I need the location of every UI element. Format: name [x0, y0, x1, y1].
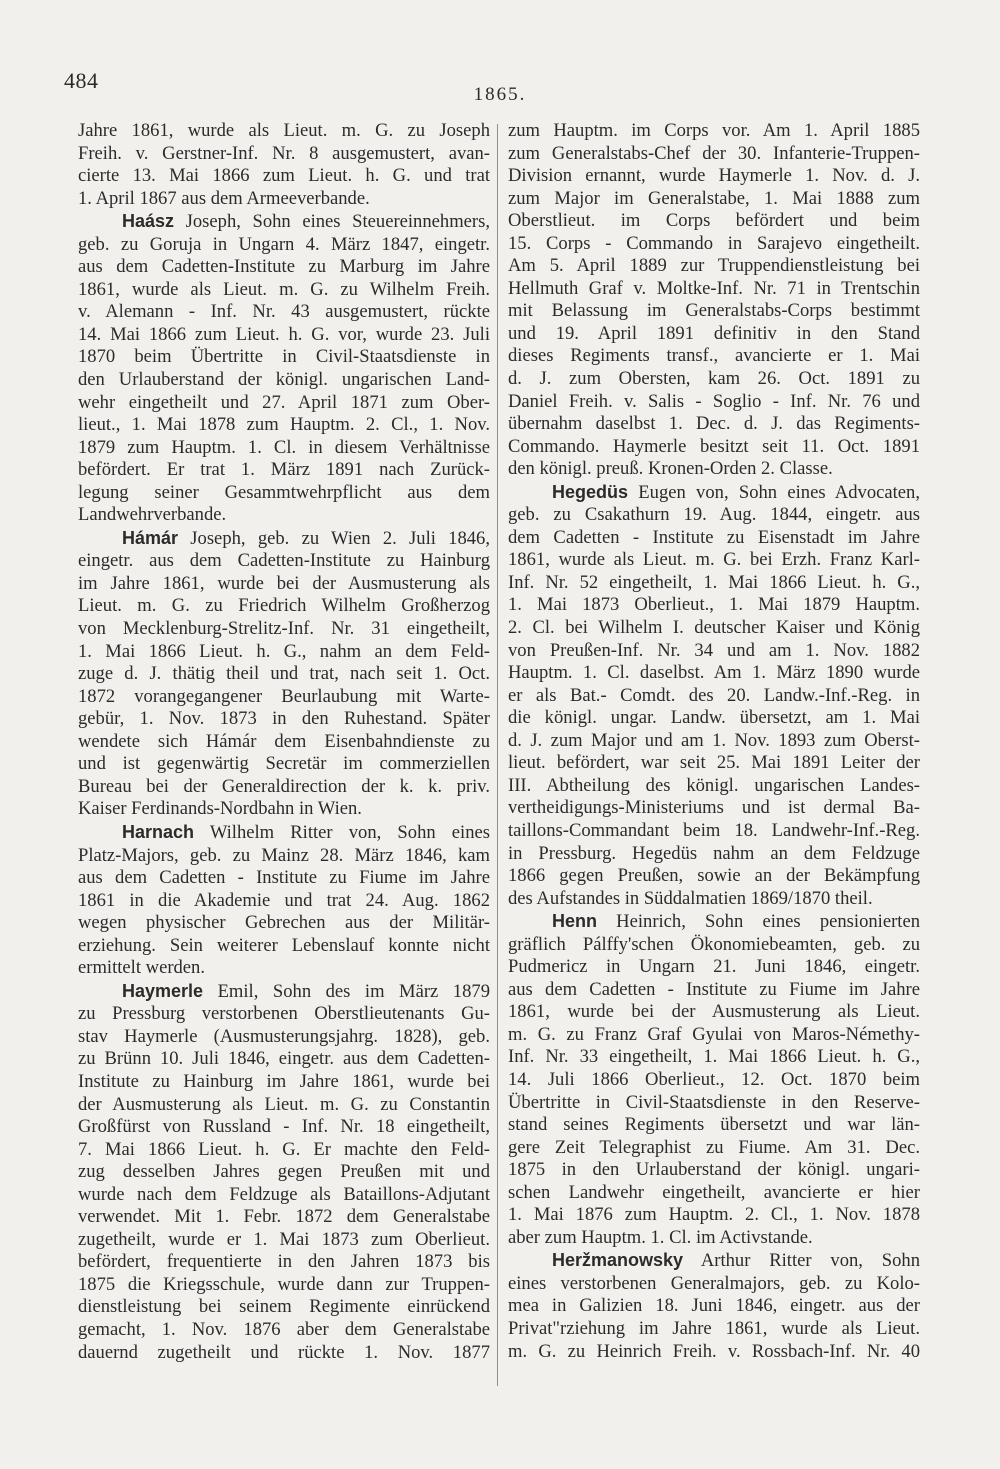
- text-line: [78, 1296, 490, 1319]
- line-text: Oberstlieut. im Corps befördert und beim: [508, 210, 920, 232]
- text-line: [78, 1342, 490, 1365]
- text-line: [78, 346, 490, 369]
- line-text: taillons-Commandant beim 18. Landwehr-Inf.-Reg.: [508, 819, 920, 841]
- line-text: Lieut. m. G. zu Friedrich Wilhelm Großherzog: [78, 595, 490, 617]
- line-text: aus dem Cadetten - Institute zu Fiume im Jahre: [508, 978, 920, 1000]
- text-line: [78, 143, 490, 166]
- line-text: Pudmericz in Ungarn 21. Juni 1846, eingetr.: [508, 956, 920, 978]
- line-text: zuge d. J. thätig theil und trat, nach seit 1. Oct.: [78, 663, 490, 685]
- text-line: [508, 1341, 920, 1364]
- text-line: [508, 572, 920, 595]
- line-text: zugetheilt, wurde er 1. Mai 1873 zum Oberlieut.: [78, 1228, 490, 1250]
- line-text: gemacht, 1. Nov. 1876 aber dem Generalstabe: [78, 1318, 490, 1340]
- text-line: [508, 888, 920, 911]
- text-line: [508, 752, 920, 775]
- text-line: [78, 324, 490, 347]
- entry-surname: Henn: [552, 911, 597, 932]
- text-line: [508, 1092, 920, 1115]
- line-text: Arthur Ritter von, Sohn: [683, 1250, 920, 1272]
- line-text: stav Haymerle (Ausmusterungsjahrg. 1828), geb.: [78, 1025, 490, 1047]
- text-line: [508, 527, 920, 550]
- line-text: Division ernannt, wurde Haymerle 1. Nov. d. J.: [508, 165, 920, 187]
- line-text: zug desselben Jahres gegen Preußen mit und: [78, 1161, 490, 1183]
- text-line: [508, 165, 920, 188]
- text-line: [508, 865, 920, 888]
- entry-surname: Harnach: [122, 821, 195, 842]
- line-text: Freih. v. Gerstner-Inf. Nr. 8 ausgemustert, avan-: [78, 142, 490, 164]
- line-text: 14. Mai 1866 zum Lieut. h. G. vor, wurde 23. Juli: [78, 323, 490, 345]
- text-line: [78, 1116, 490, 1139]
- text-line: [78, 504, 490, 527]
- text-line: [508, 594, 920, 617]
- line-text: geb. zu Goruja in Ungarn 4. März 1847, eingetr.: [78, 233, 490, 255]
- text-line: [78, 1071, 490, 1094]
- line-text: Hellmuth Graf v. Moltke-Inf. Nr. 71 in Trentschin: [508, 277, 920, 299]
- entry-first-line: [78, 527, 490, 551]
- text-line: [508, 210, 920, 233]
- line-text: III. Abtheilung des königl. ungarischen Landes-: [508, 774, 920, 796]
- text-line: [78, 663, 490, 686]
- line-text: 1. Mai 1873 Oberlieut., 1. Mai 1879 Hauptm.: [508, 594, 920, 616]
- line-text: 1. Mai 1876 zum Hauptm. 2. Cl., 1. Nov. 1878: [508, 1204, 920, 1226]
- text-line: [508, 278, 920, 301]
- text-line: [508, 1227, 920, 1250]
- text-line: [78, 618, 490, 641]
- line-text: Am 5. April 1889 zur Truppendienstleistung bei: [508, 255, 920, 277]
- text-line: [78, 1184, 490, 1207]
- line-text: erziehung. Sein weiterer Lebenslauf konnte nicht: [78, 934, 490, 956]
- text-line: [78, 369, 490, 392]
- text-line: [78, 279, 490, 302]
- line-text: 1861, wurde als Lieut. m. G. bei Erzh. Franz Karl-: [508, 549, 920, 571]
- entry-surname: Haász: [122, 211, 175, 232]
- line-text: von Preußen-Inf. Nr. 34 und am 1. Nov. 1882: [508, 639, 920, 661]
- text-line: [78, 890, 490, 913]
- line-text: 1872 vorangegangener Beurlaubung mit Warte-: [78, 685, 490, 707]
- text-line: [508, 255, 920, 278]
- line-text: m. G. zu Franz Graf Gyulai von Maros-Némethy-: [508, 1023, 920, 1045]
- line-text: die königl. ungar. Landw. übersetzt, am 1. Mai: [508, 707, 920, 729]
- line-text: von Mecklenburg-Strelitz-Inf. Nr. 31 eingetheilt,: [78, 618, 490, 640]
- right-column: [508, 120, 920, 1363]
- text-line: [78, 459, 490, 482]
- line-text: zum Hauptm. im Corps vor. Am 1. April 1885: [508, 120, 920, 141]
- text-line: [508, 1273, 920, 1296]
- line-text: gräflich Pálffy'schen Ökonomiebeamten, geb. zu: [508, 933, 920, 955]
- text-line: [508, 1046, 920, 1069]
- text-line: [508, 843, 920, 866]
- text-line: [78, 256, 490, 279]
- line-text: in Pressburg. Hegedüs nahm an dem Feldzuge: [508, 842, 920, 864]
- entry-surname: Hámár: [122, 527, 179, 548]
- line-text: 1861, wurde bei der Ausmusterung als Lieut.: [508, 1001, 920, 1023]
- text-line: [78, 1319, 490, 1342]
- line-text: 1875 die Kriegsschule, wurde dann zur Truppen-: [78, 1273, 490, 1295]
- text-line: [508, 685, 920, 708]
- running-head-year: 1865.: [473, 84, 527, 105]
- line-text: d. J. zum Obersten, kam 26. Oct. 1891 zu: [508, 368, 920, 390]
- line-text: dem Cadetten - Institute zu Eisenstadt im Jahre: [508, 526, 920, 548]
- text-line: [508, 368, 920, 391]
- line-text: wegen physischer Gebrechen aus der Militär-: [78, 912, 490, 934]
- text-line: [508, 1159, 920, 1182]
- line-text: Institute zu Hainburg im Jahre 1861, wurde bei: [78, 1070, 490, 1092]
- text-line: [78, 867, 490, 890]
- line-text: Bureau bei der Generaldirection der k. k. priv.: [78, 775, 490, 797]
- line-text: Eugen von, Sohn eines Advocaten,: [628, 481, 920, 503]
- line-text: Übertritte in Civil-Staatsdienste in den Reserve-: [508, 1091, 920, 1113]
- line-text: verwendet. Mit 1. Febr. 1872 dem Generalstabe: [78, 1206, 490, 1228]
- text-line: [508, 1318, 920, 1341]
- line-text: wehr eingetheilt und 27. April 1871 zum Ober-: [78, 391, 490, 413]
- text-line: [508, 1069, 920, 1092]
- line-text: Joseph, geb. zu Wien 2. Juli 1846,: [178, 527, 490, 549]
- line-text: Emil, Sohn des im März 1879: [203, 980, 490, 1002]
- line-text: übernahm daselbst 1. Dec. d. J. das Regiments-: [508, 413, 920, 435]
- line-text: lieut., 1. Mai 1878 zum Hauptm. 2. Cl., 1. Nov.: [78, 414, 490, 436]
- line-text: 2. Cl. bei Wilhelm I. deutscher Kaiser und König: [508, 617, 920, 639]
- line-text: 14. Juli 1866 Oberlieut., 12. Oct. 1870 beim: [508, 1068, 920, 1090]
- text-line: [508, 323, 920, 346]
- line-text: Jahre 1861, wurde als Lieut. m. G. zu Joseph: [78, 120, 490, 141]
- text-line: [78, 753, 490, 776]
- line-text: 1879 zum Hauptm. 1. Cl. in diesem Verhältnisse: [78, 436, 490, 458]
- text-line: [508, 1114, 920, 1137]
- text-line: [508, 640, 920, 663]
- line-text: Heinrich, Sohn eines pensionierten: [597, 911, 920, 933]
- text-line: [78, 776, 490, 799]
- entry-surname: Hegedüs: [552, 481, 629, 502]
- text-line: [508, 617, 920, 640]
- entry-first-line: [508, 910, 920, 934]
- text-line: [78, 120, 490, 143]
- text-line: [78, 301, 490, 324]
- line-text: Inf. Nr. 52 eingetheilt, 1. Mai 1866 Lieut. h. G.,: [508, 571, 920, 593]
- text-line: [78, 482, 490, 505]
- text-line: [508, 143, 920, 166]
- text-line: [508, 797, 920, 820]
- line-text: befördert. Er trat 1. März 1891 nach Zurück-: [78, 459, 490, 481]
- text-line: [508, 188, 920, 211]
- page-number: 484: [64, 68, 99, 93]
- text-line: [508, 1001, 920, 1024]
- text-line: [508, 300, 920, 323]
- text-line: [78, 935, 490, 958]
- line-text: dieses Regiments transf., avancierte er 1. Mai: [508, 345, 920, 367]
- line-text: Hauptm. 1. Cl. daselbst. Am 1. März 1890 wurde: [508, 662, 920, 684]
- text-line: [508, 1204, 920, 1227]
- text-line: [508, 120, 920, 143]
- text-line: [78, 414, 490, 437]
- text-line: [78, 1048, 490, 1071]
- line-text: aber zum Hauptm. 1. Cl. im Activstande.: [508, 1226, 813, 1248]
- line-text: des Aufstandes in Süddalmatien 1869/1870 theil.: [508, 887, 873, 909]
- text-line: [78, 957, 490, 980]
- line-text: d. J. zum Major und am 1. Nov. 1893 zum Oberst-: [508, 729, 920, 751]
- line-text: gebür, 1. Nov. 1873 in den Ruhestand. Später: [78, 708, 490, 730]
- line-text: legung seiner Gesammtwehrpflicht aus dem: [78, 481, 490, 503]
- text-line: [78, 912, 490, 935]
- text-line: [78, 798, 490, 821]
- text-line: [508, 1295, 920, 1318]
- text-line: [508, 956, 920, 979]
- text-line: [508, 979, 920, 1002]
- text-line: [78, 708, 490, 731]
- text-line: [508, 934, 920, 957]
- text-line: [78, 1139, 490, 1162]
- line-text: dienstleistung bei seinem Regimente einrückend: [78, 1296, 490, 1318]
- line-text: Landwehrverbande.: [78, 504, 227, 526]
- text-line: [508, 707, 920, 730]
- entry-surname: Haymerle: [122, 980, 204, 1001]
- line-text: er als Bat.- Comdt. des 20. Landw.-Inf.-Reg. in: [508, 684, 920, 706]
- line-text: gere Zeit Telegraphist zu Fiume. Am 31. Dec.: [508, 1136, 920, 1158]
- text-line: [78, 1094, 490, 1117]
- text-line: [508, 391, 920, 414]
- text-line: [78, 165, 490, 188]
- line-text: 7. Mai 1866 Lieut. h. G. Er machte den Feld-: [78, 1138, 490, 1160]
- text-line: [78, 686, 490, 709]
- text-line: [508, 662, 920, 685]
- text-line: [508, 1024, 920, 1047]
- line-text: aus dem Cadetten - Institute zu Fiume im Jahre: [78, 867, 490, 889]
- text-line: [508, 458, 920, 481]
- line-text: Inf. Nr. 33 eingetheilt, 1. Mai 1866 Lieut. h. G.,: [508, 1046, 920, 1068]
- line-text: den Urlauberstand der königl. ungarischen Land-: [78, 369, 490, 391]
- text-line: [508, 775, 920, 798]
- line-text: v. Alemann - Inf. Nr. 43 ausgemustert, rückte: [78, 301, 490, 323]
- text-line: [78, 1229, 490, 1252]
- line-text: mit Belassung im Generalstabs-Corps bestimmt: [508, 300, 920, 322]
- line-text: Joseph, Sohn eines Steuereinnehmers,: [174, 211, 490, 233]
- line-text: Kaiser Ferdinands-Nordbahn in Wien.: [78, 798, 362, 820]
- entry-surname: Heržmanowsky: [552, 1250, 684, 1271]
- line-text: 1861, wurde als Lieut. m. G. zu Wilhelm Freih.: [78, 278, 490, 300]
- line-text: der Ausmusterung als Lieut. m. G. zu Constantin: [78, 1093, 490, 1115]
- text-line: [78, 1251, 490, 1274]
- text-line: [508, 549, 920, 572]
- entry-first-line: [78, 210, 490, 234]
- line-text: Platz-Majors, geb. zu Mainz 28. März 1846, kam: [78, 844, 490, 866]
- text-line: [508, 413, 920, 436]
- line-text: stand seines Regiments übersetzt und war län-: [508, 1114, 920, 1136]
- line-text: eingetr. aus dem Cadetten-Institute zu Hainburg: [78, 550, 490, 572]
- text-line: [78, 437, 490, 460]
- text-line: [78, 1003, 490, 1026]
- line-text: den königl. preuß. Kronen-Orden 2. Classe.: [508, 458, 833, 480]
- line-text: wurde nach dem Feldzuge als Bataillons-Adjutant: [78, 1183, 490, 1205]
- text-line: [78, 392, 490, 415]
- text-line: [78, 550, 490, 573]
- text-line: [78, 573, 490, 596]
- column-divider: [497, 124, 498, 1386]
- entry-first-line: [78, 821, 490, 845]
- text-line: [78, 188, 490, 211]
- text-line: [78, 1274, 490, 1297]
- line-text: Commando. Haymerle besitzt seit 11. Oct. 1891: [508, 435, 920, 457]
- line-text: Daniel Freih. v. Salis - Soglio - Inf. Nr. 76 und: [508, 390, 920, 412]
- line-text: 1. April 1867 aus dem Armeeverbande.: [78, 187, 370, 209]
- text-line: [78, 845, 490, 868]
- text-line: [78, 595, 490, 618]
- text-line: [508, 436, 920, 459]
- text-line: [508, 820, 920, 843]
- line-text: zu Brünn 10. Juli 1846, eingetr. aus dem Cadetten-: [78, 1048, 490, 1070]
- line-text: lieut. befördert, war seit 25. Mai 1891 Leiter der: [508, 752, 920, 774]
- line-text: zum Generalstabs-Chef der 30. Infanterie-Truppen-: [508, 142, 920, 164]
- text-line: [78, 234, 490, 257]
- entry-first-line: [78, 980, 490, 1004]
- line-text: cierte 13. Mai 1866 zum Lieut. h. G. und trat: [78, 165, 490, 187]
- text-line: [508, 1137, 920, 1160]
- text-line: [508, 504, 920, 527]
- text-line: [78, 1161, 490, 1184]
- line-text: 15. Corps - Commando in Sarajevo eingetheilt.: [508, 232, 920, 254]
- line-text: zum Major im Generalstabe, 1. Mai 1888 zum: [508, 187, 920, 209]
- text-line: [508, 1182, 920, 1205]
- line-text: schen Landwehr eingetheilt, avancierte er hier: [508, 1181, 920, 1203]
- line-text: und ist gegenwärtig Secretär im commerziellen: [78, 753, 490, 775]
- line-text: Großfürst von Russland - Inf. Nr. 18 eingetheilt,: [78, 1116, 490, 1138]
- line-text: m. G. zu Heinrich Freih. v. Rossbach-Inf. Nr. 40: [508, 1340, 920, 1362]
- line-text: vertheidigungs-Ministeriums und ist dermal Ba-: [508, 797, 920, 819]
- line-text: 1866 gegen Preußen, sowie an der Bekämpfung: [508, 865, 920, 887]
- line-text: 1870 beim Übertritte in Civil-Staatsdienste in: [78, 346, 490, 368]
- text-line: [78, 731, 490, 754]
- line-text: Privat"rziehung im Jahre 1861, wurde als Lieut.: [508, 1317, 920, 1339]
- entry-first-line: [508, 481, 920, 505]
- line-text: befördert, frequentierte in den Jahren 1873 bis: [78, 1251, 490, 1273]
- line-text: mea in Galizien 18. Juni 1846, eingetr. aus der: [508, 1295, 920, 1317]
- line-text: und 19. April 1891 definitiv in den Stand: [508, 322, 920, 344]
- line-text: ermittelt werden.: [78, 957, 206, 979]
- line-text: 1861 in die Akademie und trat 24. Aug. 1862: [78, 889, 490, 911]
- line-text: zu Pressburg verstorbenen Oberstlieutenants Gu-: [78, 1003, 490, 1025]
- entry-first-line: [508, 1249, 920, 1273]
- line-text: im Jahre 1861, wurde bei der Ausmusterung als: [78, 572, 490, 594]
- text-line: [508, 345, 920, 368]
- left-column: [78, 120, 490, 1364]
- line-text: dauernd zugetheilt und rückte 1. Nov. 1877: [78, 1341, 490, 1363]
- line-text: Wilhelm Ritter von, Sohn eines: [194, 821, 490, 843]
- line-text: 1875 in den Urlauberstand der königl. ungari-: [508, 1159, 920, 1181]
- text-line: [78, 641, 490, 664]
- text-line: [508, 730, 920, 753]
- line-text: eines verstorbenen Generalmajors, geb. zu Kolo-: [508, 1272, 920, 1294]
- text-line: [78, 1026, 490, 1049]
- line-text: 1. Mai 1866 Lieut. h. G., nahm an dem Feld-: [78, 640, 490, 662]
- line-text: wendete sich Hámár dem Eisenbahndienste zu: [78, 730, 490, 752]
- text-line: [508, 233, 920, 256]
- line-text: geb. zu Csakathurn 19. Aug. 1844, eingetr. aus: [508, 504, 920, 526]
- text-line: [78, 1206, 490, 1229]
- line-text: aus dem Cadetten-Institute zu Marburg im Jahre: [78, 256, 490, 278]
